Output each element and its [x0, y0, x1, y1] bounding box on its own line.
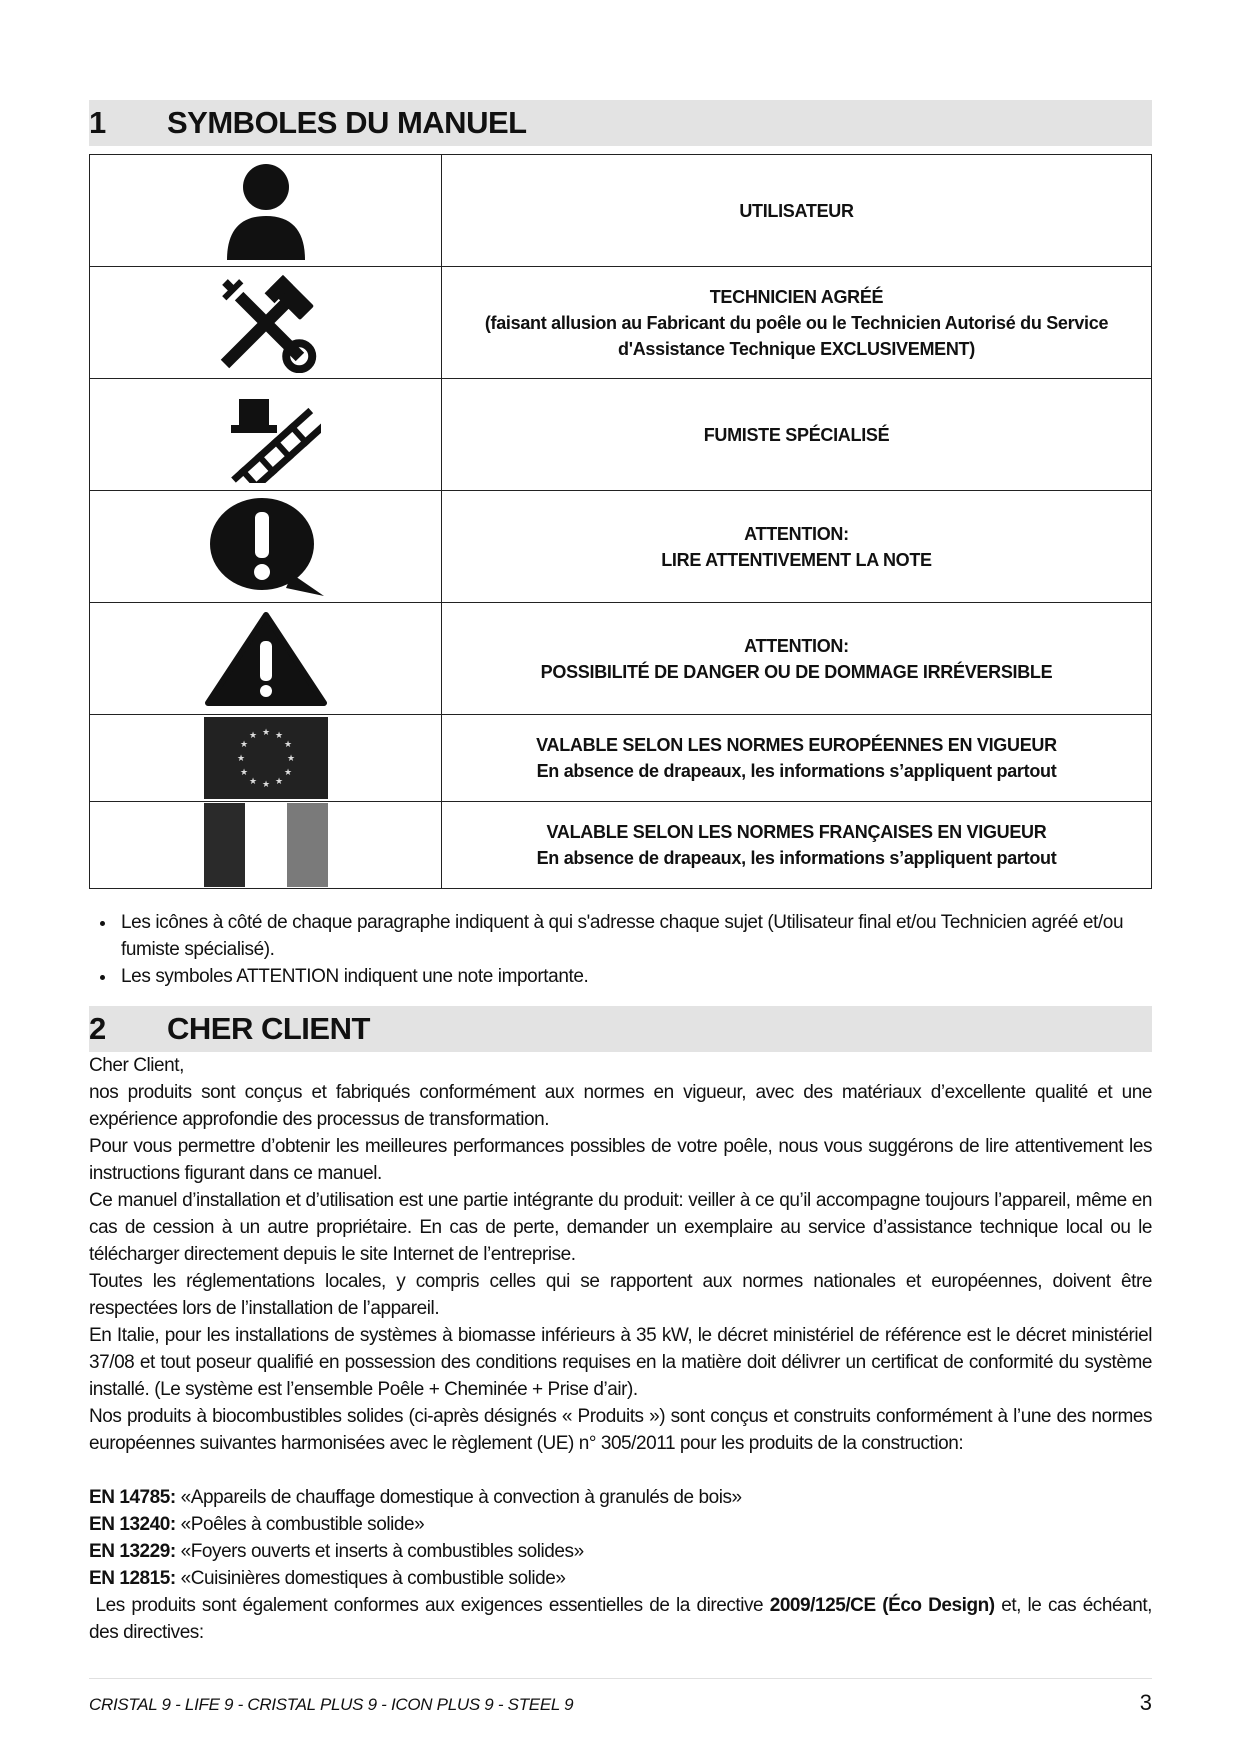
table-row [90, 802, 1152, 889]
paragraph: En Italie, pour les installations de systèmes à biomasse inférieurs à 35 kW, le décret ministériel de référence est le décret ministériel 37/08 et tout poseur qualifié en possession des conditions requises en la matière doit délivrer un certificat de conformité du système installé. (Le système est l’ensemble Poêle + Cheminée + Prise d’air). [89, 1325, 1152, 1400]
svg-text:★: ★ [261, 780, 270, 790]
symbol-description [442, 155, 1152, 267]
norm-text: «Appareils de chauffage domestique à convection à granulés de bois» [175, 1487, 742, 1508]
norm-text: «Cuisinières domestiques à combustible solide» [175, 1568, 566, 1589]
footer-divider [89, 1678, 1152, 1679]
symbol-text-line: POSSIBILITÉ DE DANGER OU DE DOMMAGE IRRÉVERSIBLE [540, 661, 1053, 682]
norm-code: EN 14785: [89, 1487, 176, 1508]
symbol-description [442, 715, 1152, 802]
directive-code: 2009/125/CE (Éco Design) [769, 1595, 995, 1616]
symbol-description [442, 379, 1152, 491]
svg-text:★: ★ [236, 754, 245, 764]
section-title: SYMBOLES DU MANUEL [167, 105, 527, 140]
norm-code: EN 12815: [89, 1568, 176, 1589]
paragraph: Toutes les réglementations locales, y compris celles qui se rapportent aux normes nationales et européennes, doivent être respectées lors de l’installation de l’appareil. [89, 1271, 1152, 1319]
svg-text:★: ★ [248, 731, 257, 741]
norm-code: EN 13240: [89, 1514, 176, 1535]
section-title: CHER CLIENT [167, 1011, 370, 1046]
closing-paragraph [89, 1592, 1152, 1646]
icon-cell [90, 802, 442, 889]
section-2-heading [89, 1006, 1152, 1052]
section-1-heading [89, 100, 1152, 146]
svg-text:★: ★ [286, 754, 295, 764]
warning-triangle-icon [204, 611, 328, 707]
paragraph: Cher Client, [89, 1055, 184, 1076]
norm-item [89, 1484, 1152, 1511]
user-icon [221, 160, 311, 262]
speech-exclamation-icon [206, 496, 326, 598]
intro-text [89, 1052, 1152, 1457]
icon-cell [90, 267, 442, 379]
symbol-text-line: VALABLE SELON LES NORMES FRANÇAISES EN VIGUEUR [546, 822, 1047, 842]
symbol-text-line: d'Assistance Technique EXCLUSIVEMENT) [618, 338, 975, 359]
symbol-text-line: ATTENTION: [744, 635, 849, 656]
symbol-text-line: En absence de drapeaux, les informations s’appliquent partout [536, 761, 1057, 781]
svg-text:★: ★ [274, 731, 283, 741]
list-item: • Les icônes à côté de chaque paragraphe indiquent à qui s'adresse chaque sujet (Utilisateur final et/ou Technicien agréé et/ou fumiste spécialisé). [117, 909, 1152, 963]
table-row [90, 267, 1152, 379]
icon-cell [90, 603, 442, 715]
svg-text:★: ★ [283, 768, 292, 778]
table-row [90, 379, 1152, 491]
svg-text:★: ★ [239, 740, 248, 750]
table-row [90, 715, 1152, 802]
table-row [90, 491, 1152, 603]
svg-text:★: ★ [261, 728, 270, 738]
svg-text:★: ★ [248, 777, 257, 787]
symbol-text-line: VALABLE SELON LES NORMES EUROPÉENNES EN VIGUEUR [536, 735, 1057, 755]
symbol-description [442, 802, 1152, 889]
symbol-text-line: (faisant allusion au Fabricant du poêle ou le Technicien Autorisé du Service [484, 312, 1109, 333]
icon-cell [90, 379, 442, 491]
symbol-description [442, 491, 1152, 603]
norm-item [89, 1511, 1152, 1538]
norm-item [89, 1538, 1152, 1565]
symbol-text-line: TECHNICIEN AGRÉÉ [709, 286, 884, 307]
paragraph: Ce manuel d’installation et d’utilisation est une partie intégrante du produit: veiller à ce qu’il accompagne toujours l’appareil, même en cas de cession à un autre propriétaire. En cas de perte, demander un exemplaire au service d’assistance technique local ou le télécharger directement depuis le site Internet de l’entreprise. [89, 1190, 1152, 1265]
symbol-text-line: ATTENTION: [744, 523, 849, 544]
paragraph: Nos produits à biocombustibles solides (ci-après désignés « Produits ») sont conçus et construits conformément à l’une des normes européennes suivantes harmonisées avec le règlement (UE) n° 305/2011 pour les produits de la construction: [89, 1406, 1152, 1454]
closing-text: Les produits sont également conformes aux exigences essentielles de la directive [89, 1595, 770, 1616]
symbol-text-line: FUMISTE SPÉCIALISÉ [703, 424, 890, 445]
paragraph: Pour vous permettre d’obtenir les meilleures performances possibles de votre poêle, nous vous suggérons de lire attentivement les instructions figurant dans ce manuel. [89, 1136, 1152, 1184]
symbols-table [89, 154, 1152, 889]
section-number: 1 [89, 105, 106, 140]
list-item: • Les symboles ATTENTION indiquent une note importante. [117, 963, 1152, 990]
symbol-text-line: UTILISATEUR [739, 200, 854, 221]
icon-cell [90, 491, 442, 603]
footer-models: CRISTAL 9 - LIFE 9 - CRISTAL PLUS 9 - ICON PLUS 9 - STEEL 9 [89, 1695, 574, 1714]
notes-list [89, 909, 1152, 990]
table-row [90, 155, 1152, 267]
norms-list [89, 1484, 1152, 1646]
icon-cell [90, 715, 442, 802]
eu-flag-icon [204, 717, 328, 799]
hammer-wrench-icon [207, 273, 325, 373]
symbol-description [442, 603, 1152, 715]
icon-cell [90, 155, 442, 267]
symbol-text-line: En absence de drapeaux, les informations s’appliquent partout [536, 848, 1057, 868]
symbol-description [442, 267, 1152, 379]
symbol-text-line: LIRE ATTENTIVEMENT LA NOTE [661, 549, 932, 570]
page-content [89, 100, 1152, 1646]
chimney-sweep-icon [211, 387, 321, 483]
norm-text: «Poêles à combustible solide» [175, 1514, 425, 1535]
table-row [90, 603, 1152, 715]
closing-text: et, le cas échéant, des directives: [89, 1595, 1152, 1643]
svg-text:★: ★ [239, 768, 248, 778]
norm-code: EN 13229: [89, 1541, 176, 1562]
section-number: 2 [89, 1011, 106, 1046]
french-flag-icon [204, 803, 328, 887]
svg-text:★: ★ [283, 740, 292, 750]
svg-text:★: ★ [274, 777, 283, 787]
norm-item [89, 1565, 1152, 1592]
paragraph: nos produits sont conçus et fabriqués conformément aux normes en vigueur, avec des matériaux d’excellente qualité et une expérience approfondie des processus de transformation. [89, 1082, 1152, 1130]
norm-text: «Foyers ouverts et inserts à combustibles solides» [175, 1541, 584, 1562]
page-number: 3 [1139, 1690, 1152, 1715]
